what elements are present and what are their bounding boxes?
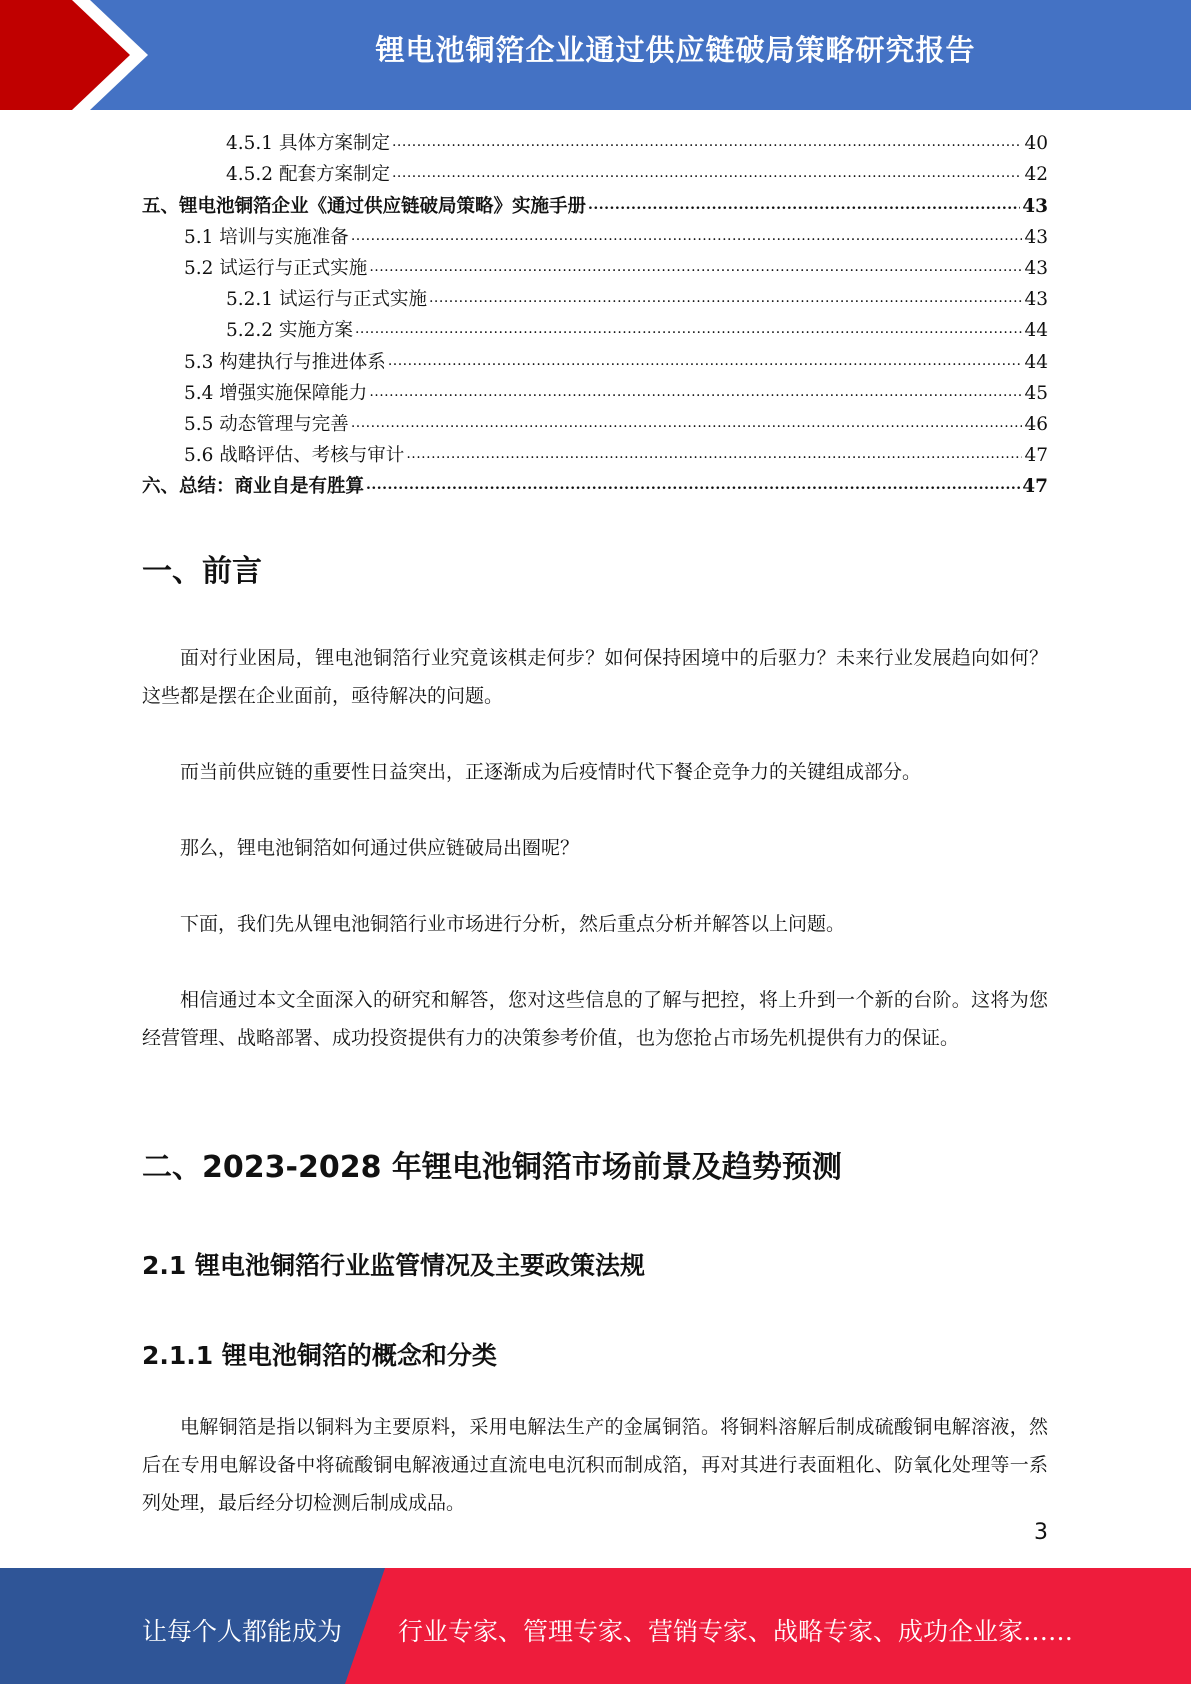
subsection-heading: 2.1.1 锂电池铜箔的概念和分类: [142, 1341, 497, 1370]
section-heading-market: 二、2023-2028 年锂电池铜箔市场前景及趋势预测: [142, 1150, 842, 1185]
toc-item[interactable]: 4.5.1 具体方案制定 ..... 40: [142, 128, 1048, 159]
page-number: 3: [1034, 1520, 1048, 1545]
footer-slogan-left: 让每个人都能成为: [142, 1617, 343, 1646]
toc-item[interactable]: 4.5.2 配套方案制定 ..... 42: [142, 159, 1048, 190]
paragraph: 面对行业困局，锂电池铜箔行业究竟该棋走何步？如何保持困境中的后驱力？未来行业发展趋向如何？这些都是摆在企业面前，亟待解决的问题。: [142, 647, 1048, 707]
section-heading-preface: 一、前言: [142, 554, 262, 589]
paragraph: 相信通过本文全面深入的研究和解答，您对这些信息的了解与把控，将上升到一个新的台阶。这将为您经营管理、战略部署、成功投资提供有力的决策参考价值，也为您抢占市场先机提供有力的保证。: [142, 989, 1048, 1049]
toc-item[interactable]: 5.2.2 实施方案 ..... 44: [142, 315, 1048, 346]
toc-item[interactable]: 5.6 战略评估、考核与审计 ..... 47: [142, 440, 1048, 471]
toc-item[interactable]: 五、锂电池铜箔企业《通过供应链破局策略》实施手册 ..... 43: [142, 190, 1048, 221]
toc-item[interactable]: 5.2.1 试运行与正式实施 ..... 43: [142, 284, 1048, 315]
toc-item[interactable]: 六、总结：商业自是有胜算 ..... 47: [142, 471, 1048, 502]
page-footer: [0, 1568, 1191, 1684]
toc-item[interactable]: 5.3 构建执行与推进体系 ..... 44: [142, 346, 1048, 377]
toc-item[interactable]: 5.5 动态管理与完善 ..... 46: [142, 409, 1048, 440]
toc-item[interactable]: 5.1 培训与实施准备 ..... 43: [142, 222, 1048, 253]
paragraph: 那么，锂电池铜箔如何通过供应链破局出圈呢？: [180, 837, 580, 859]
paragraph: 电解铜箔是指以铜料为主要原料，采用电解法生产的金属铜箔。将铜料溶解后制成硫酸铜电解溶液，然后在专用电解设备中将硫酸铜电解液通过直流电电沉积而制成箔，再对其进行表面粗化、防氧化处理等一系列处理，最后经分切检测后制成成品。: [142, 1416, 1048, 1514]
paragraph: 下面，我们先从锂电池铜箔行业市场进行分析，然后重点分析并解答以上问题。: [180, 913, 846, 935]
report-title: 锂电池铜箔企业通过供应链破局策略研究报告: [375, 33, 976, 67]
paragraph: 而当前供应链的重要性日益突出，正逐渐成为后疫情时代下餐企竞争力的关键组成部分。: [180, 761, 922, 783]
toc-item[interactable]: 5.4 增强实施保障能力 ..... 45: [142, 378, 1048, 409]
table-of-contents: [142, 128, 1048, 502]
page-header: [0, 0, 1191, 110]
toc-item[interactable]: 5.2 试运行与正式实施 ..... 43: [142, 253, 1048, 284]
footer-slogan-right: 行业专家、管理专家、营销专家、战略专家、成功企业家……: [398, 1617, 1074, 1646]
subsection-heading: 2.1 锂电池铜箔行业监管情况及主要政策法规: [142, 1251, 645, 1280]
